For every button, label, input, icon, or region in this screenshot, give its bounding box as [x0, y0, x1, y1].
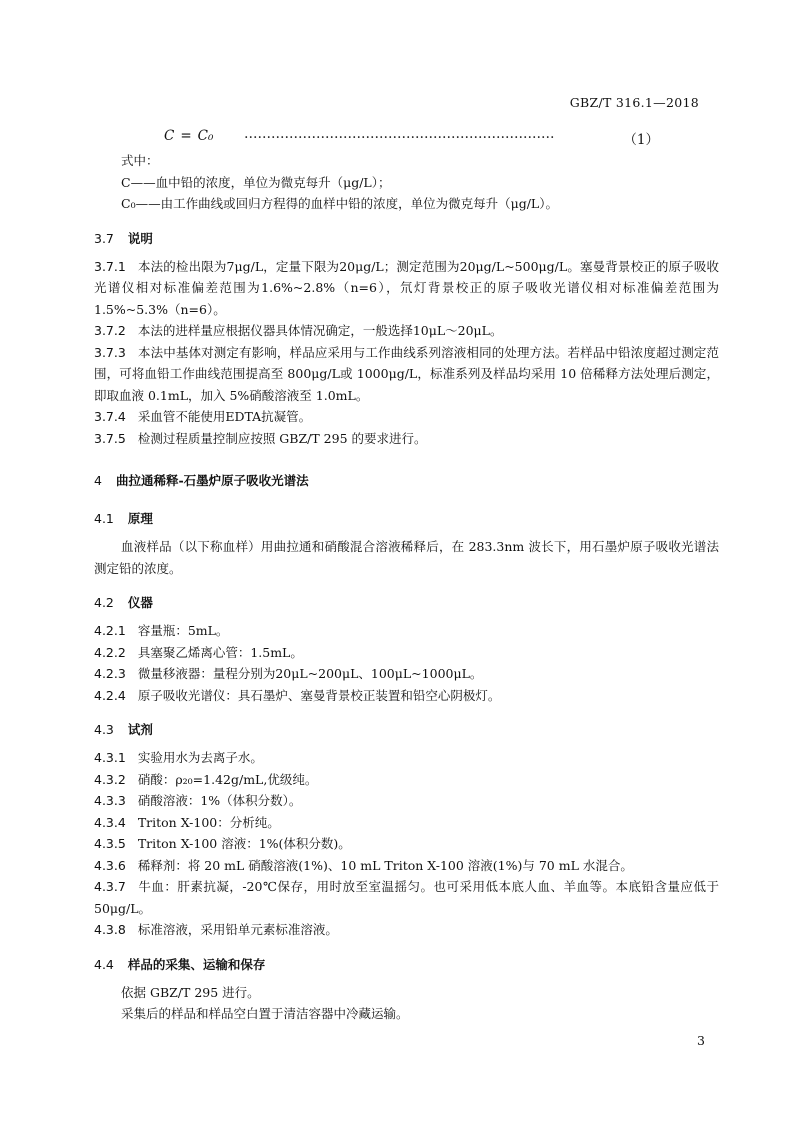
sampling-line: 采集后的样品和样品空白置于清洁容器中冷藏运输。	[121, 1006, 409, 1021]
where-c0-definition: C₀——由工作曲线或回归方程得的血样中铅的浓度，单位为微克每升（μg/L）。	[121, 196, 558, 211]
list-item: 4.3.7 牛血：肝素抗凝，-20℃保存，用时放至室温摇匀。也可采用低本底人血、羊血等。本底铅含量应低于 50μg/L。	[94, 879, 719, 916]
section-4-2-heading: 4.2 仪器	[94, 595, 153, 610]
list-item: 4.3.6 稀释剂：将 20 mL 硝酸溶液(1%)、10 mL Triton X-100 溶液(1%)与 70 mL 水混合。	[94, 857, 633, 873]
document-body	[94, 128, 719, 1025]
where-label: 式中：	[121, 153, 159, 168]
formula-1	[94, 128, 719, 148]
list-item: 4.2.4 原子吸收光谱仪：具石墨炉、塞曼背景校正装置和铅空心阴极灯。	[94, 687, 501, 703]
list-item: 3.7.1 本法的检出限为7μg/L，定量下限为20μg/L；测定范围为20μg/L~500μg/L。塞曼背景校正的原子吸收光谱仪相对标准偏差范围为1.6%~2.8%（n=6），氘灯背景校正的原子吸收光谱仪相对标准偏差范围为1.5%~5.3%（n=6）。	[94, 258, 719, 317]
list-item: 4.3.8 标准溶液，采用铅单元素标准溶液。	[94, 922, 338, 937]
where-c-definition: C——血中铅的浓度，单位为微克每升（μg/L）；	[121, 174, 391, 190]
sampling-line: 依据 GBZ/T 295 进行。	[121, 984, 260, 1000]
list-item: 3.7.5 检测过程质量控制应按照 GBZ/T 295 的要求进行。	[94, 430, 427, 446]
list-item: 4.3.4 Triton X-100：分析纯。	[94, 814, 280, 830]
list-item: 4.3.3 硝酸溶液：1%（体积分数）。	[94, 793, 302, 808]
formula-leader-dots: ……………………………………………………………	[244, 126, 555, 142]
formula-expression: C = C₀	[164, 128, 214, 144]
list-item: 4.3.5 Triton X-100 溶液：1%(体积分数)。	[94, 836, 351, 851]
section-3-7-heading: 3.7 说明	[94, 230, 153, 246]
section-4-3-heading: 4.3 试剂	[94, 722, 153, 737]
list-item: 4.3.1 实验用水为去离子水。	[94, 750, 263, 765]
list-item: 4.2.2 具塞聚乙烯离心管：1.5mL。	[94, 644, 303, 660]
list-item: 3.7.3 本法中基体对测定有影响，样品应采用与工作曲线系列溶液相同的处理方法。若样品中铅浓度超过测定范围，可将血铅工作曲线范围提高至 800μg/L或 1000μg/L，标准系列及样品均采用 10 倍稀释方法处理后测定，即取血液 0.1mL，加入 5%硝酸溶液至 1.0mL。	[94, 344, 719, 403]
list-item: 3.7.4 采血管不能使用EDTA抗凝管。	[94, 409, 312, 424]
list-item: 4.2.1 容量瓶：5mL。	[94, 623, 229, 638]
list-item: 3.7.2 本法的进样量应根据仪器具体情况确定，一般选择10μL～20μL。	[94, 323, 503, 338]
list-item: 4.3.2 硝酸：ρ₂₀=1.42g/mL,优级纯。	[94, 771, 318, 787]
list-item: 4.2.3 微量移液器：量程分别为20μL~200μL、100μL~1000μL。	[94, 666, 483, 681]
section-4-1-heading: 4.1 原理	[94, 511, 153, 526]
formula-number: （1）	[623, 132, 659, 148]
section-4-4-heading: 4.4 样品的采集、运输和保存	[94, 956, 266, 972]
section-4-heading: 4 曲拉通稀释-石墨炉原子吸收光谱法	[94, 473, 309, 488]
standard-number: GBZ/T 316.1—2018	[569, 95, 699, 110]
page-number: 3	[697, 1033, 705, 1048]
principle-paragraph: 血液样品（以下称血样）用曲拉通和硝酸混合溶液稀释后，在 283.3nm 波长下，用石墨炉原子吸收光谱法测定铅的浓度。	[94, 539, 719, 576]
